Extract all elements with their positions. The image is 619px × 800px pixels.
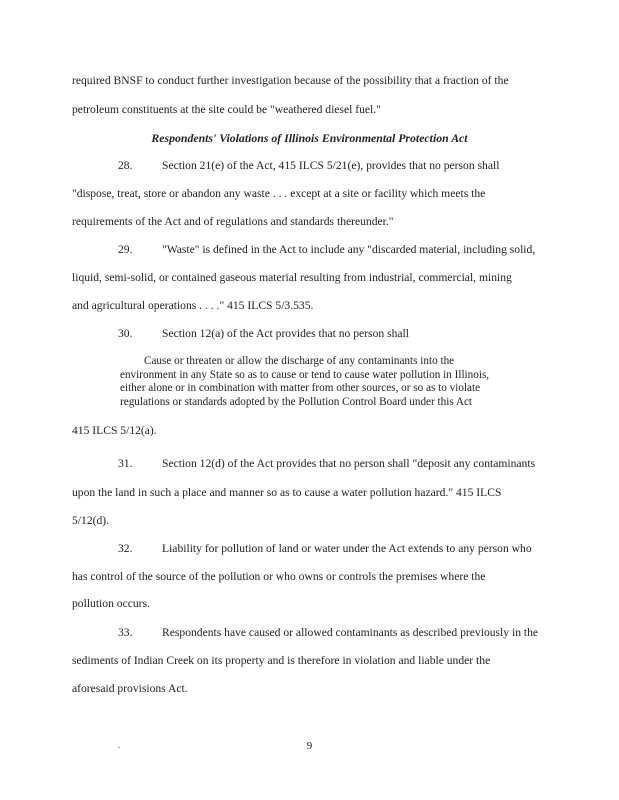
quote-line: environment in any State so as to cause or tend to cause water pollution in Illinois, — [120, 368, 490, 381]
text-line: sediments of Indian Creek on its property and is therefore in violation and liable under the — [72, 654, 491, 667]
page-number: 9 — [306, 740, 313, 752]
paragraph-number: 32. — [118, 542, 133, 555]
text-line: pollution occurs. — [72, 597, 150, 610]
paragraph-33-line — [118, 626, 578, 640]
paragraph-29-line — [118, 243, 578, 257]
text-line: upon the land in such a place and manner so as to cause a water pollution hazard." 415 ILCS — [72, 486, 502, 499]
paragraph-32-line — [118, 542, 578, 556]
text-line: "dispose, treat, store or abandon any waste . . . except at a site or facility which meets the — [72, 187, 486, 200]
text-line: liquid, semi-solid, or contained gaseous material resulting from industrial, commercial, mining — [72, 271, 512, 284]
quote-line: regulations or standards adopted by the Pollution Control Board under this Act — [120, 395, 473, 408]
paragraph-number: 31. — [118, 457, 133, 470]
paragraph-text: Section 12(d) of the Act provides that no person shall "deposit any contaminants — [162, 457, 536, 470]
text-line: requirements of the Act and of regulations and standards thereunder." — [72, 215, 394, 228]
paragraph-text: Respondents have caused or allowed contaminants as described previously in the — [162, 626, 539, 639]
paragraph-number: 33. — [118, 626, 133, 639]
text-line: has control of the source of the pollution or who owns or controls the premises where the — [72, 570, 486, 583]
paragraph-28-line — [118, 159, 578, 173]
paragraph-31-line — [118, 457, 578, 471]
section-heading: Respondents' Violations of Illinois Environmental Protection Act — [151, 131, 468, 145]
text-line: aforesaid provisions Act. — [72, 682, 188, 695]
text-line: petroleum constituents at the site could be "weathered diesel fuel." — [72, 103, 381, 116]
paragraph-text: "Waste" is defined in the Act to include any "discarded material, including solid, — [162, 243, 536, 256]
paragraph-number: 28. — [118, 159, 133, 172]
paragraph-30-line — [118, 327, 578, 341]
paragraph-text: Section 12(a) of the Act provides that no person shall — [162, 327, 409, 340]
paragraph-number: 29. — [118, 243, 133, 256]
paragraph-number: 30. — [118, 327, 133, 340]
quote-line: either alone or in combination with matter from other sources, or so as to violate — [120, 382, 481, 394]
quote-line: Cause or threaten or allow the discharge of any contaminants into the — [144, 355, 455, 367]
paragraph-text: Liability for pollution of land or water under the Act extends to any person who — [162, 542, 532, 555]
block-quote — [120, 355, 516, 409]
text-line: 5/12(d). — [72, 514, 110, 527]
paragraph-text: Section 21(e) of the Act, 415 ILCS 5/21(e), provides that no person shall — [162, 159, 500, 172]
citation-line: 415 ILCS 5/12(a). — [72, 424, 157, 437]
text-line: required BNSF to conduct further investigation because of the possibility that a fraction of the — [72, 74, 509, 87]
text-line: and agricultural operations . . . ." 415 ILCS 5/3.535. — [72, 299, 314, 312]
